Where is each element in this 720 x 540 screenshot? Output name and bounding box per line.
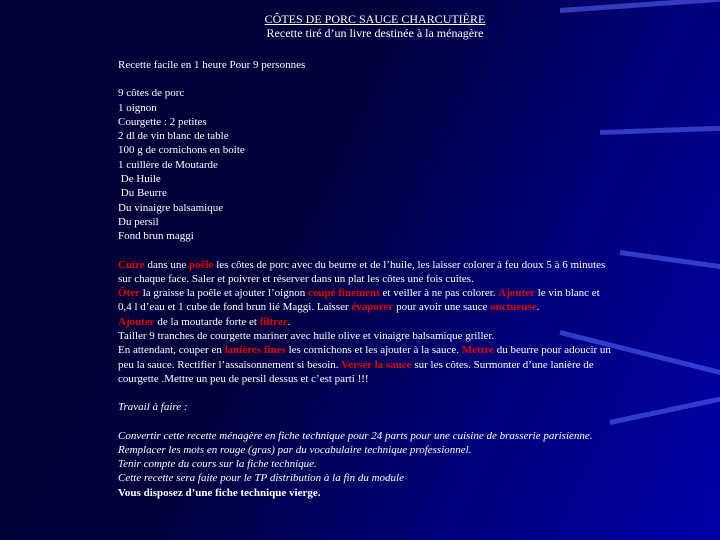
- highlight-word: onctueuse: [490, 301, 537, 314]
- procedure-text-run: dans une: [144, 258, 189, 271]
- work-list: [118, 429, 613, 486]
- procedure-paragraph: [118, 315, 613, 329]
- highlight-word: Mettre: [461, 344, 494, 357]
- work-item: Convertir cette recette ménagère en fiche technique pour 24 parts pour une cuisine de brasserie parisienne.: [118, 429, 593, 442]
- procedure-paragraph: [118, 286, 613, 315]
- highlight-word: Ajouter: [118, 315, 155, 328]
- document-title: CÔTES DE PORC SAUCE CHARCUTIÈRE: [264, 12, 486, 26]
- procedure-text-run: et veiller à ne pas colorer.: [379, 287, 499, 300]
- ingredient-item: Du persil: [118, 215, 159, 228]
- procedure-text-run: le vin blanc et 0,4 l d’eau et 1 cube de fond brun lié Maggi. Laisser: [118, 287, 600, 314]
- highlight-word: coupé finement: [307, 287, 380, 300]
- procedure-paragraph: [118, 343, 613, 386]
- ingredient-list: [118, 86, 613, 243]
- highlight-word: Verser la sauce: [341, 358, 412, 371]
- procedure-text-run: du beurre pour adoucir un peu la sauce. Rectifier l’assaisonnement si besoin.: [118, 344, 611, 371]
- document-subtitle: Recette tiré d’un livre destinée à la ménagère: [266, 26, 484, 40]
- ingredient-item: 1 cuillère de Moutarde: [118, 158, 218, 171]
- procedure-text-run: sur les côtes. Surmonter d’une lanière de courgette .Mettre un peu de persil dessus et c’est parti !!!: [118, 358, 594, 385]
- procedure-text-run: les cornichons et les ajouter à la sauce.: [285, 344, 462, 357]
- procedure-text-run: les côtes de porc avec du beurre et de l’huile, les laisser colorer à feu doux 5 à 6 minutes sur chaque face. Saler et poivrer et réserver dans un plat les côtes une fois cuites.: [118, 258, 606, 285]
- procedure-text-run: .: [287, 315, 291, 328]
- work-title: Travail à faire :: [118, 401, 188, 414]
- procedure-text-run: Tailler 9 tranches de courgette mariner avec huile olive et vinaigre balsamique griller.: [118, 330, 495, 343]
- highlight-word: Cuire: [118, 258, 145, 271]
- work-item: Tenir compte du cours sur la fiche technique.: [118, 458, 317, 471]
- highlight-word: évaporer: [351, 301, 394, 314]
- procedure-text-run: .: [536, 301, 540, 314]
- highlight-word: lanières fines: [224, 344, 286, 357]
- procedure-text-run: pour avoir une sauce: [393, 301, 491, 314]
- highlight-word: poêle: [188, 258, 214, 271]
- highlight-word: filtrer: [259, 315, 288, 328]
- ingredient-item: 1 oignon: [118, 101, 157, 114]
- procedure-text: [118, 258, 613, 387]
- procedure-paragraph: [118, 258, 613, 287]
- recipe-intro: Recette facile en 1 heure Pour 9 personnes: [118, 59, 306, 71]
- work-item: Remplacer les mots en rouge (gras) par du vocabulaire technique professionnel.: [118, 443, 472, 456]
- procedure-text-run: de la moutarde forte et: [154, 315, 260, 328]
- ingredient-item: 2 dl de vin blanc de table: [118, 130, 229, 143]
- work-final-note: Vous disposez d’une fiche technique vierge.: [118, 486, 321, 499]
- procedure-paragraph: [118, 329, 613, 343]
- ingredient-item: Courgette : 2 petites: [118, 115, 207, 128]
- procedure-text-run: En attendant, couper en: [118, 344, 225, 357]
- procedure-text-run: la graisse la poêle et ajouter l’oignon: [139, 287, 308, 300]
- work-item: Cette recette sera faite pour le TP distribution à la fin du module: [118, 472, 404, 485]
- highlight-word: Ajouter: [498, 287, 535, 300]
- ingredient-item: 100 g de cornichons en boite: [118, 144, 245, 157]
- ingredient-item: 9 côtes de porc: [118, 87, 185, 100]
- ingredient-item: Du Beurre: [118, 187, 167, 200]
- ingredient-item: De Huile: [118, 173, 161, 186]
- highlight-word: Ôter: [118, 287, 140, 300]
- ingredient-item: Du vinaigre balsamique: [118, 201, 224, 214]
- ingredient-item: Fond brun maggi: [118, 230, 194, 243]
- title-block: [0, 12, 720, 40]
- recipe-content: [118, 58, 613, 500]
